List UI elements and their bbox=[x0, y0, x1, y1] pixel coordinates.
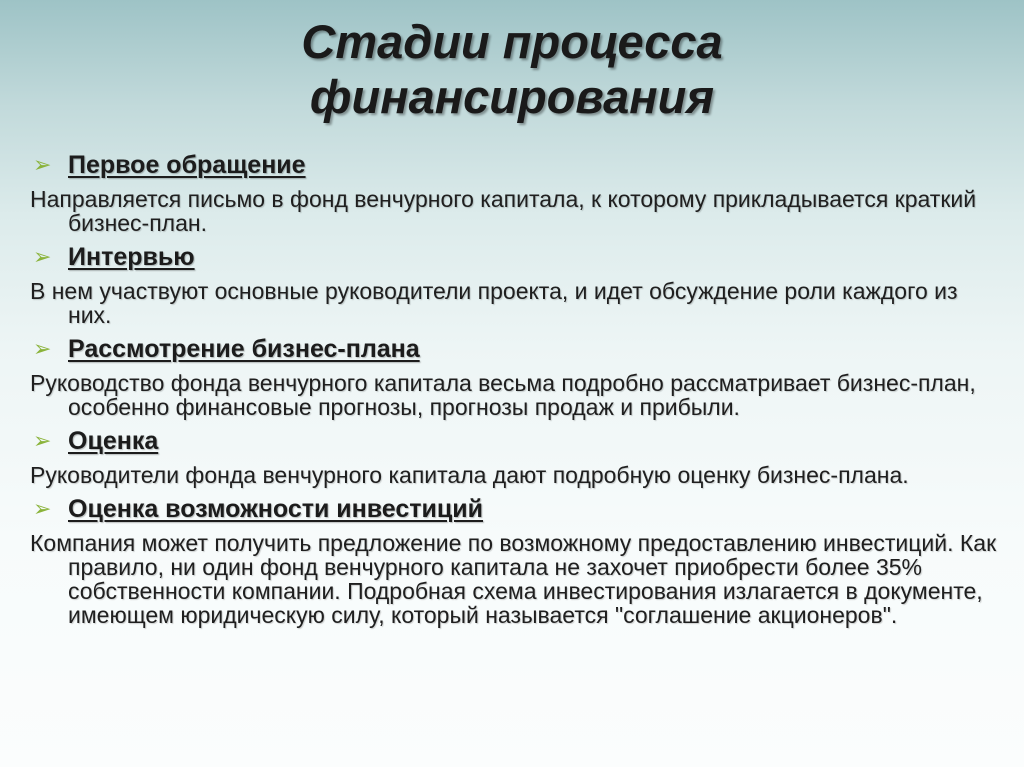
heading-text: Оценка bbox=[68, 427, 159, 455]
heading-text: Первое обращение bbox=[68, 151, 306, 179]
section-heading-plan-review bbox=[30, 334, 1005, 364]
section-text-plan-review: Руководство фонда венчурного капитала весьма подробно рассматривает бизнес-план, особенно финансовые прогнозы, прогнозы продаж и прибыли. bbox=[30, 370, 976, 420]
section-heading-first-contact bbox=[30, 150, 1005, 180]
section-text-first-contact: Направляется письмо в фонд венчурного капитала, к которому прикладывается краткий бизнес-план. bbox=[30, 186, 977, 236]
arrow-bullet-icon: ➢ bbox=[33, 428, 52, 453]
section-heading-evaluation bbox=[30, 426, 1005, 456]
heading-text: Рассмотрение бизнес-плана bbox=[68, 335, 420, 363]
section-text-investment-assessment: Компания может получить предложение по возможному предоставлению инвестиций. Как правило, ни один фонд венчурного капитала не захочет приобрести более 35% собственности компании. Подробная схема инвестирования излагается в документе, имеющем юридическую силу, который называется "соглашение акционеров". bbox=[30, 530, 997, 628]
section-text-interview: В нем участвуют основные руководители проекта, и идет обсуждение роли каждого из них. bbox=[30, 278, 958, 328]
arrow-bullet-icon: ➢ bbox=[33, 152, 52, 177]
section-heading-interview bbox=[30, 242, 1005, 272]
arrow-bullet-icon: ➢ bbox=[33, 336, 52, 361]
arrow-bullet-icon: ➢ bbox=[33, 496, 52, 521]
arrow-bullet-icon: ➢ bbox=[33, 244, 52, 269]
title-line-2: финансирования bbox=[309, 70, 715, 123]
section-heading-investment-assessment bbox=[30, 494, 1005, 524]
heading-text: Интервью bbox=[68, 243, 195, 271]
title-line-1: Стадии процесса bbox=[301, 15, 723, 68]
section-text-evaluation: Руководители фонда венчурного капитала дают подробную оценку бизнес-плана. bbox=[30, 462, 909, 488]
content-body bbox=[30, 150, 1005, 634]
heading-text: Оценка возможности инвестиций bbox=[68, 495, 484, 523]
slide-title bbox=[0, 14, 1024, 124]
